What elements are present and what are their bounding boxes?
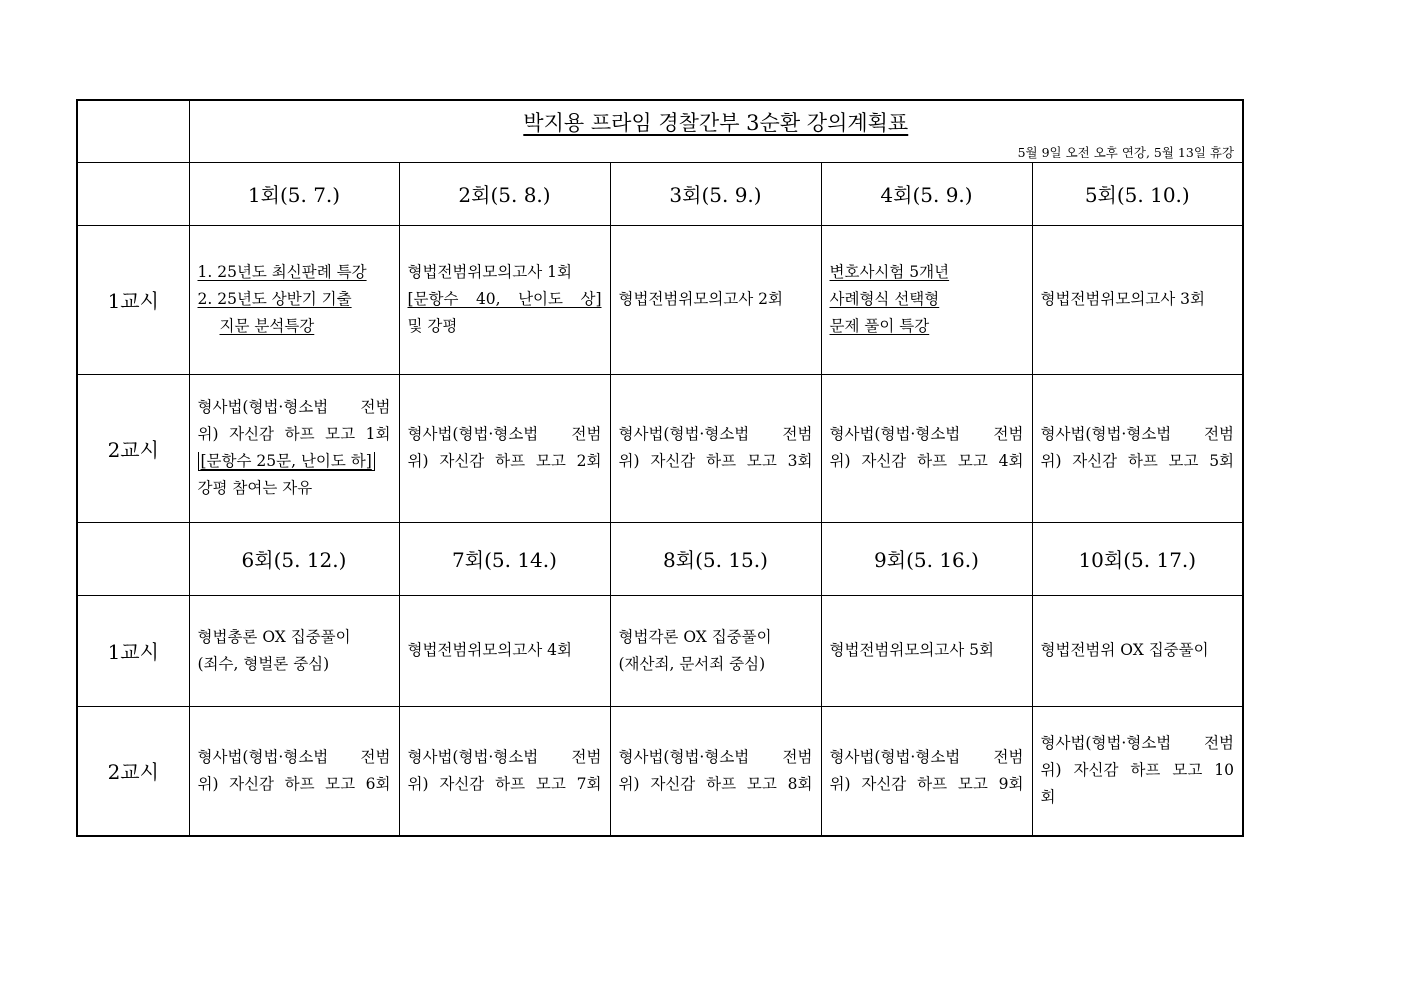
cell-line: 형법전범위모의고사 4회: [407, 641, 573, 659]
period-label: 2교시: [77, 706, 189, 836]
header-corner-1: [77, 162, 189, 225]
lecture-cell: [1032, 706, 1243, 836]
schedule-note: 5월 9일 오전 오후 연강, 5월 13일 휴강: [1017, 144, 1235, 160]
session-header: 6회(5. 12.): [189, 522, 399, 595]
page-title: 박지용 프라임 경찰간부 3순환 강의계획표: [523, 110, 909, 135]
cell-line: 형사법(형법·형소법 전범: [618, 747, 813, 766]
cell-line: 형법전범위모의고사 5회: [829, 641, 995, 659]
cell-line: (재산죄, 문서죄 중심): [618, 654, 766, 673]
cell-line: 위) 자신감 하프 모고 9회: [829, 774, 1024, 793]
cell-line: 형법전범위모의고사 2회: [618, 290, 784, 308]
session-header: 5회(5. 10.): [1032, 162, 1243, 225]
lecture-plan-table: [76, 99, 1244, 837]
lecture-cell: [610, 595, 821, 706]
cell-line: 형사법(형법·형소법 전범: [829, 425, 1024, 443]
title-cell: [189, 100, 1243, 162]
cell-line: 형법전범위모의고사 3회: [1040, 290, 1206, 308]
lecture-cell: [189, 374, 399, 522]
lecture-cell: [1032, 374, 1243, 522]
lecture-cell: [399, 595, 610, 706]
cell-line: 변호사시험 5개년: [829, 263, 950, 281]
header-corner-2: [77, 522, 189, 595]
cell-line: 위) 자신감 하프 모고 2회: [407, 452, 602, 470]
lecture-cell: [610, 706, 821, 836]
lecture-cell: [610, 225, 821, 374]
lecture-cell: [189, 706, 399, 836]
cell-line: 및 강평: [407, 317, 458, 335]
cell-line: 사례형식 선택형: [829, 290, 940, 308]
cell-line: (죄수, 형벌론 중심): [197, 654, 330, 673]
cell-line: 강평 참여는 자유: [197, 479, 313, 497]
header-row-1: [77, 162, 1243, 225]
cell-line: 형사법(형법·형소법 전범: [618, 425, 813, 443]
period-label: 1교시: [77, 595, 189, 706]
session-header: 1회(5. 7.): [189, 162, 399, 225]
cell-line: 형법각론 OX 집중풀이: [618, 627, 772, 646]
period-label: 2교시: [77, 374, 189, 522]
lecture-cell: [189, 595, 399, 706]
cell-line: 형사법(형법·형소법 전범: [1040, 425, 1235, 443]
cell-line: 위) 자신감 하프 모고 7회: [407, 774, 602, 793]
period-row: [77, 374, 1243, 522]
header-row-2: [77, 522, 1243, 595]
cell-line: 위) 자신감 하프 모고 5회: [1040, 452, 1235, 470]
cell-line: 형사법(형법·형소법 전범: [1040, 734, 1235, 753]
lecture-cell: [610, 374, 821, 522]
cell-line: 형법전범위 OX 집중풀이: [1040, 641, 1209, 659]
cell-line: 형법총론 OX 집중풀이: [197, 627, 351, 646]
cell-line: 형법전범위모의고사 1회: [407, 263, 573, 281]
cell-line: 형사법(형법·형소법 전범: [829, 747, 1024, 766]
lecture-cell: [1032, 595, 1243, 706]
cell-line: 문제 풀이 특강: [829, 317, 930, 335]
session-header: 8회(5. 15.): [610, 522, 821, 595]
cell-line: 위) 자신감 하프 모고 8회: [618, 774, 813, 793]
session-header: 10회(5. 17.): [1032, 522, 1243, 595]
cell-line: 형사법(형법·형소법 전범: [407, 425, 602, 443]
lecture-cell: [1032, 225, 1243, 374]
cell-line: 형사법(형법·형소법 전범: [407, 747, 602, 766]
cell-line: 형사법(형법·형소법 전범: [197, 398, 391, 416]
cell-line: [문항수 25문, 난이도 하]: [198, 452, 375, 471]
cell-line: 지문 분석특강: [219, 317, 315, 335]
title-row: [77, 100, 1243, 162]
cell-line: 위) 자신감 하프 모고 4회: [829, 452, 1024, 470]
lecture-cell: [821, 225, 1032, 374]
cell-line: 회: [1040, 788, 1056, 807]
session-header: 2회(5. 8.): [399, 162, 610, 225]
cell-line: [문항수 40, 난이도 상]: [407, 290, 602, 308]
lecture-cell: [821, 595, 1032, 706]
lecture-cell: [399, 225, 610, 374]
cell-line: 2. 25년도 상반기 기출: [197, 290, 352, 308]
period-label: 1교시: [77, 225, 189, 374]
cell-line: 위) 자신감 하프 모고 6회: [197, 774, 391, 793]
cell-line: 1. 25년도 최신판례 특강: [197, 263, 367, 281]
corner-cell: [77, 100, 189, 162]
session-header: 4회(5. 9.): [821, 162, 1032, 225]
cell-line: 위) 자신감 하프 모고 10: [1040, 761, 1235, 780]
lecture-cell: [189, 225, 399, 374]
cell-line: 위) 자신감 하프 모고 1회: [197, 425, 391, 443]
lecture-cell: [399, 374, 610, 522]
lecture-cell: [821, 374, 1032, 522]
period-row: [77, 595, 1243, 706]
lecture-cell: [399, 706, 610, 836]
session-header: 7회(5. 14.): [399, 522, 610, 595]
session-header: 9회(5. 16.): [821, 522, 1032, 595]
session-header: 3회(5. 9.): [610, 162, 821, 225]
period-row: [77, 225, 1243, 374]
lecture-cell: [821, 706, 1032, 836]
cell-line: 형사법(형법·형소법 전범: [197, 747, 391, 766]
period-row: [77, 706, 1243, 836]
cell-line: 위) 자신감 하프 모고 3회: [618, 452, 813, 470]
